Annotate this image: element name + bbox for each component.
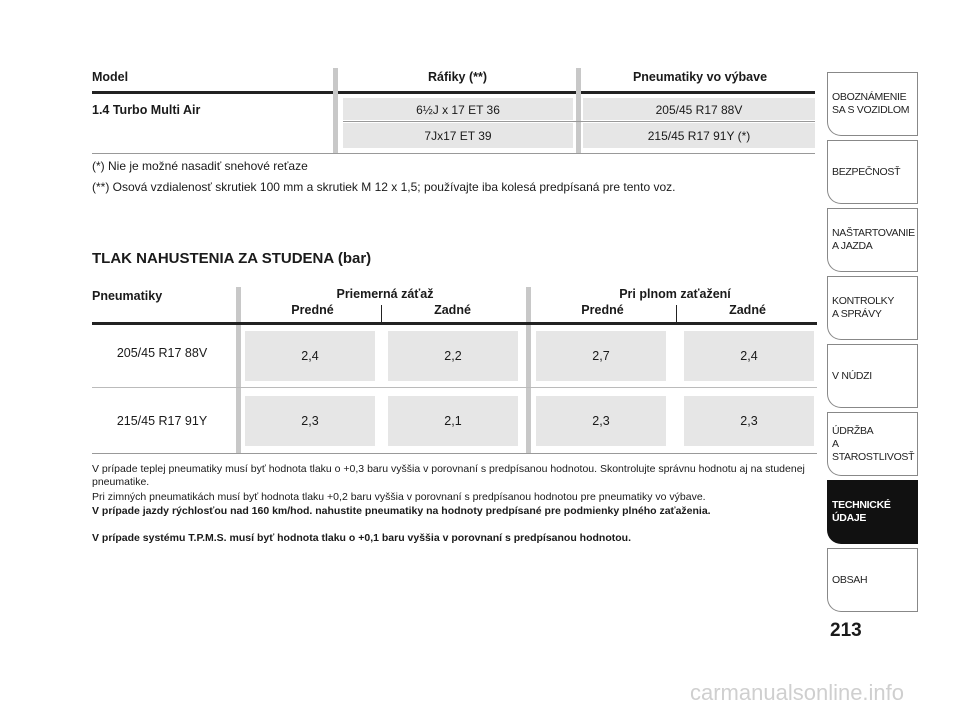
tab-technical-data[interactable] — [827, 480, 918, 544]
tab-safety[interactable] — [827, 140, 918, 204]
tab-label: OBSAH — [832, 573, 868, 586]
header-avg-front: Predné — [291, 303, 334, 317]
tyre-value: 205/45 R17 88V — [655, 103, 743, 117]
table-bottom-rule — [92, 153, 815, 154]
watermark: carmanualsonline.info — [690, 680, 905, 705]
tab-maintenance[interactable] — [827, 412, 918, 476]
footnote-bolts: (**) Osová vzdialenosť skrutiek 100 mm a skrutiek M 12 x 1,5; používajte iba kolesá predpísaná pre tento voz. — [92, 180, 676, 194]
row-divider — [92, 387, 817, 388]
tab-label: NAŠTARTOVANIE A JAZDA — [832, 227, 915, 252]
footnote-winter-tyre: Pri zimných pneumatikách musí byť hodnota tlaku +0,2 baru vyššia v porovnaní s predpísanou hodnotou pre pneumatiky vo výbave. — [92, 491, 706, 503]
rim-value: 6½J x 17 ET 36 — [416, 103, 500, 117]
tyre-value: 215/45 R17 91Y (*) — [647, 129, 751, 143]
tab-label: OBOZNÁMENIE SA S VOZIDLOM — [832, 91, 910, 116]
row-divider — [343, 121, 815, 122]
pressure-full-rear: 2,3 — [684, 396, 814, 446]
tab-label: KONTROLKY A SPRÁVY — [832, 295, 895, 320]
tab-contents[interactable] — [827, 548, 918, 612]
tab-vehicle-intro[interactable] — [827, 72, 918, 136]
header-full-load: Pri plnom zaťažení — [619, 287, 731, 301]
footnote-warm-tyre: V prípade teplej pneumatiky musí byť hodnota tlaku o +0,3 baru vyššia v porovnaní s predpísanou hodnotou. Skontrolujte správnu hodnotu aj na studenej pneumatike. — [92, 463, 805, 488]
column-divider — [576, 68, 581, 154]
column-divider — [333, 68, 338, 154]
pressure-avg-rear: 2,2 — [388, 331, 518, 381]
model-name: 1.4 Turbo Multi Air — [92, 103, 201, 117]
tab-emergency[interactable] — [827, 344, 918, 408]
subheader-divider — [676, 305, 677, 322]
pressure-avg-front: 2,4 — [245, 331, 375, 381]
tyre-size-label: 215/45 R17 91Y — [116, 414, 208, 428]
header-full-rear: Zadné — [729, 303, 766, 317]
footnote-tpms: V prípade systému T.P.M.S. musí byť hodnota tlaku o +0,1 baru vyššia v porovnaní s predpísanou hodnotou. — [92, 532, 631, 544]
pressure-full-rear: 2,4 — [684, 331, 814, 381]
footnote-high-speed: V prípade jazdy rýchlosťou nad 160 km/hod. nahustite pneumatiky na hodnoty predpísané pre podmienky plného zaťaženia. — [92, 505, 711, 517]
tab-label: TECHNICKÉ ÚDAJE — [832, 499, 891, 524]
header-tyres: Pneumatiky — [92, 289, 163, 303]
header-avg-rear: Zadné — [434, 303, 471, 317]
table-header-rule — [92, 322, 817, 325]
subheader-divider — [381, 305, 382, 322]
header-tyres: Pneumatiky vo výbave — [632, 70, 768, 84]
pressure-avg-rear: 2,1 — [388, 396, 518, 446]
column-divider — [236, 287, 241, 453]
tab-label: V NÚDZI — [832, 369, 872, 382]
tab-label: ÚDRŽBA A STAROSTLIVOSŤ — [832, 424, 915, 463]
tab-label: BEZPEČNOSŤ — [832, 165, 901, 178]
footnote-snow-chains: (*) Nie je možné nasadiť snehové reťaze — [92, 159, 308, 173]
tyre-size-label: 205/45 R17 88V — [116, 346, 208, 360]
column-divider — [526, 287, 531, 453]
pressure-title: TLAK NAHUSTENIA ZA STUDENA (bar) — [92, 250, 372, 267]
pressure-full-front: 2,3 — [536, 396, 666, 446]
pressure-avg-front: 2,3 — [245, 396, 375, 446]
page-number: 213 — [830, 620, 862, 641]
tab-warning-lights[interactable] — [827, 276, 918, 340]
table-top-rule — [92, 91, 815, 94]
pressure-full-front: 2,7 — [536, 331, 666, 381]
table-bottom-rule — [92, 453, 817, 454]
header-full-front: Predné — [581, 303, 624, 317]
header-rims: Ráfiky (**) — [427, 70, 488, 84]
header-average-load: Priemerná záťaž — [336, 287, 434, 301]
rim-value: 7Jx17 ET 39 — [424, 129, 492, 143]
header-model: Model — [92, 70, 129, 84]
tab-starting-driving[interactable] — [827, 208, 918, 272]
